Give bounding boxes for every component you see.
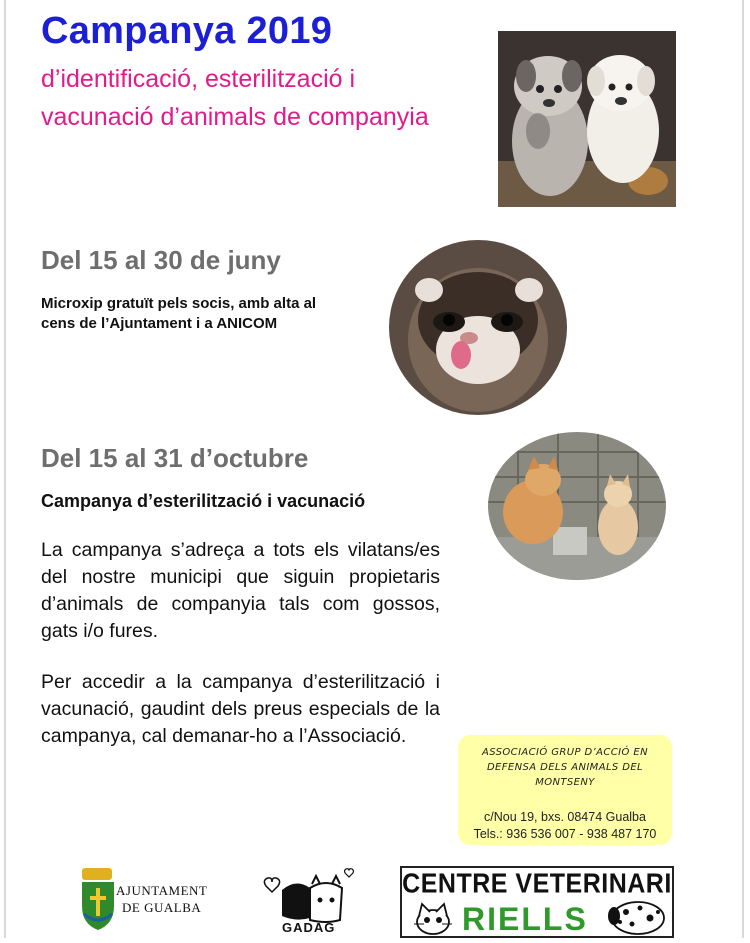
association-address: c/Nou 19, bxs. 08474 Gualba xyxy=(484,810,646,824)
page-edge-right xyxy=(742,0,744,938)
page-subtitle: d’identificació, esterilització i vacunació d’animals de companyia xyxy=(41,65,429,131)
puppies-photo xyxy=(498,31,676,207)
cats-photo xyxy=(488,432,666,580)
page-title: Campanya 2019 xyxy=(41,10,333,52)
ajuntament-logo xyxy=(78,866,238,936)
vet-centre-riells: RIELLS xyxy=(462,901,588,937)
october-subheading: Campanya d’esterilització i vacunació xyxy=(41,491,366,511)
june-text: Microxip gratuït pels socis, amb alta al cens de l’Ajuntament i a ANICOM xyxy=(41,295,317,332)
gadag-label: GADAG xyxy=(282,920,336,935)
ajuntament-line1: AJUNTAMENT xyxy=(116,883,208,898)
june-heading: Del 15 al 30 de juny xyxy=(41,245,281,275)
gadag-logo xyxy=(260,866,360,938)
ferret-photo xyxy=(389,240,567,415)
shield-icon xyxy=(78,866,118,932)
campaign-paragraph-1: La campanya s’adreça a tots els vilatans/es del nostre municipi que siguin propietaris d’animals de companyia tals com gossos, gats i/o fures. xyxy=(41,539,440,642)
association-box xyxy=(458,735,672,845)
dalmatian-icon xyxy=(606,898,670,936)
association-name: ASSOCIACIÓ GRUP D’ACCIÓ EN DEFENSA DELS ANIMALS DEL MONTSENY xyxy=(482,747,648,788)
cat-icon xyxy=(410,902,456,936)
vet-centre-name: CENTRE VETERINARI xyxy=(402,868,672,900)
october-heading: Del 15 al 31 d’octubre xyxy=(41,443,309,473)
page-edge-left xyxy=(4,0,6,938)
association-phones: Tels.: 936 536 007 - 938 487 170 xyxy=(473,827,657,841)
association-contact xyxy=(458,809,672,843)
vet-centre-logo xyxy=(400,866,674,938)
ajuntament-line2: DE GUALBA xyxy=(122,900,202,915)
campaign-paragraph-2: Per accedir a la campanya d’esterilització i vacunació, gaudint dels preus especials de la campanya, cal demanar-ho a l’Associació. xyxy=(41,671,440,747)
